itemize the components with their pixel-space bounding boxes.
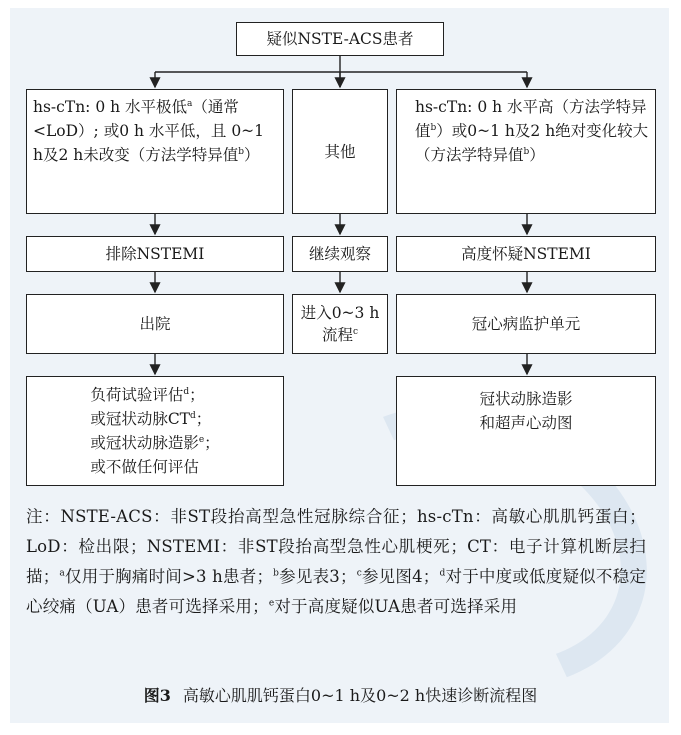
note-sup-d: d	[439, 568, 446, 579]
node-other-label: 其他	[324, 142, 356, 161]
note-text-3: 参见表3；	[279, 567, 357, 586]
rule-out-label: 排除NSTEMI	[105, 245, 205, 263]
note-sup-c: c	[356, 568, 362, 579]
node-right-evaluation	[396, 376, 656, 486]
left-eval-2-tail: ；	[195, 410, 212, 428]
left-eval-line-1	[90, 383, 219, 407]
left-criteria-part1: hs-cTn: 0 h 水平极低	[33, 98, 188, 116]
enter-0-3h-label	[293, 302, 387, 346]
right-eval-list	[479, 387, 572, 435]
node-right-criteria	[396, 89, 656, 214]
left-criteria-sup1: a	[187, 98, 193, 109]
node-highly-suspect-nstemi	[396, 236, 656, 272]
right-criteria-sup2: b	[523, 146, 530, 157]
left-eval-list	[90, 383, 219, 479]
left-eval-2-text: 或冠状动脉CT	[90, 410, 191, 428]
right-eval-line-2: 和超声心动图	[479, 414, 573, 432]
left-eval-line-3	[90, 431, 219, 455]
left-eval-3-text: 或冠状动脉造影	[90, 434, 199, 452]
left-eval-2-sup: d	[190, 410, 196, 421]
ccu-label: 冠心病监护单元	[471, 315, 581, 333]
left-criteria-part3: ）	[244, 146, 260, 164]
note-sup-e: e	[268, 598, 275, 609]
left-eval-line-2	[90, 407, 219, 431]
node-suspected-nste-acs	[236, 22, 444, 56]
right-criteria-part2: ）或0~1 h及2 h绝对变化较大（方法学特异值	[415, 122, 649, 164]
continue-observe-label: 继续观察	[308, 245, 371, 263]
node-other	[292, 89, 388, 214]
highly-suspect-label: 高度怀疑NSTEMI	[461, 245, 591, 263]
right-criteria-part1: hs-cTn: 0 h 水平高（方法学特异值	[415, 98, 647, 140]
discharge-label: 出院	[139, 315, 171, 333]
left-eval-4-text: 或不做任何评估	[90, 458, 199, 476]
left-criteria-part2: （通常<LoD）; 或0 h 水平低，且 0~1 h及2 h未改变（方法学特异值	[33, 98, 265, 164]
node-discharge	[26, 294, 284, 354]
left-eval-3-sup: e	[198, 434, 205, 445]
figure-notes	[26, 502, 646, 622]
left-eval-1-tail: ；	[189, 386, 205, 404]
node-suspected-label: 疑似NSTE-ACS患者	[266, 30, 414, 48]
node-left-criteria	[26, 89, 284, 214]
node-ccu	[396, 294, 656, 354]
right-eval-line-1: 冠状动脉造影	[479, 390, 573, 408]
note-text-2: 仅用于胸痛时间>3 h患者；	[65, 567, 274, 586]
left-eval-1-text: 负荷试验评估	[90, 386, 184, 404]
note-text-6: 对于高度疑似UA患者可选择采用	[274, 597, 518, 616]
caption-title: 高敏心肌肌钙蛋白0~1 h及0~2 h快速诊断流程图	[182, 686, 538, 705]
left-criteria-sup2: b	[238, 146, 245, 157]
left-eval-line-4	[90, 455, 219, 479]
caption-label: 图3	[143, 686, 171, 705]
note-text-4: 参见图4；	[361, 567, 440, 586]
figure-caption	[0, 683, 681, 706]
left-eval-3-tail: ；	[204, 434, 220, 452]
node-rule-out-nstemi	[26, 236, 284, 272]
note-text-5: 对于中度或低度疑似不稳定心绞痛（UA）患者可选择采用；	[26, 567, 647, 616]
node-enter-0-3h	[292, 294, 388, 354]
node-left-evaluation	[26, 376, 284, 486]
note-sup-a: a	[59, 568, 65, 579]
enter-0-3h-text: 进入0~3 h流程	[300, 304, 380, 344]
note-sup-b: b	[273, 568, 280, 579]
right-criteria-part3: ）	[529, 146, 545, 164]
enter-0-3h-sup: c	[352, 326, 359, 337]
right-criteria-sup1: b	[430, 122, 437, 133]
note-text-1: 注：NSTE-ACS：非ST段抬高型急性冠脉综合征；hs-cTn：高敏心肌肌钙蛋白；LoD：检出限；NSTEMI：非ST段抬高型急性心肌梗死；CT：电子计算机断层扫描；	[26, 507, 646, 586]
left-eval-1-sup: d	[183, 386, 190, 397]
node-continue-observe	[292, 236, 388, 272]
